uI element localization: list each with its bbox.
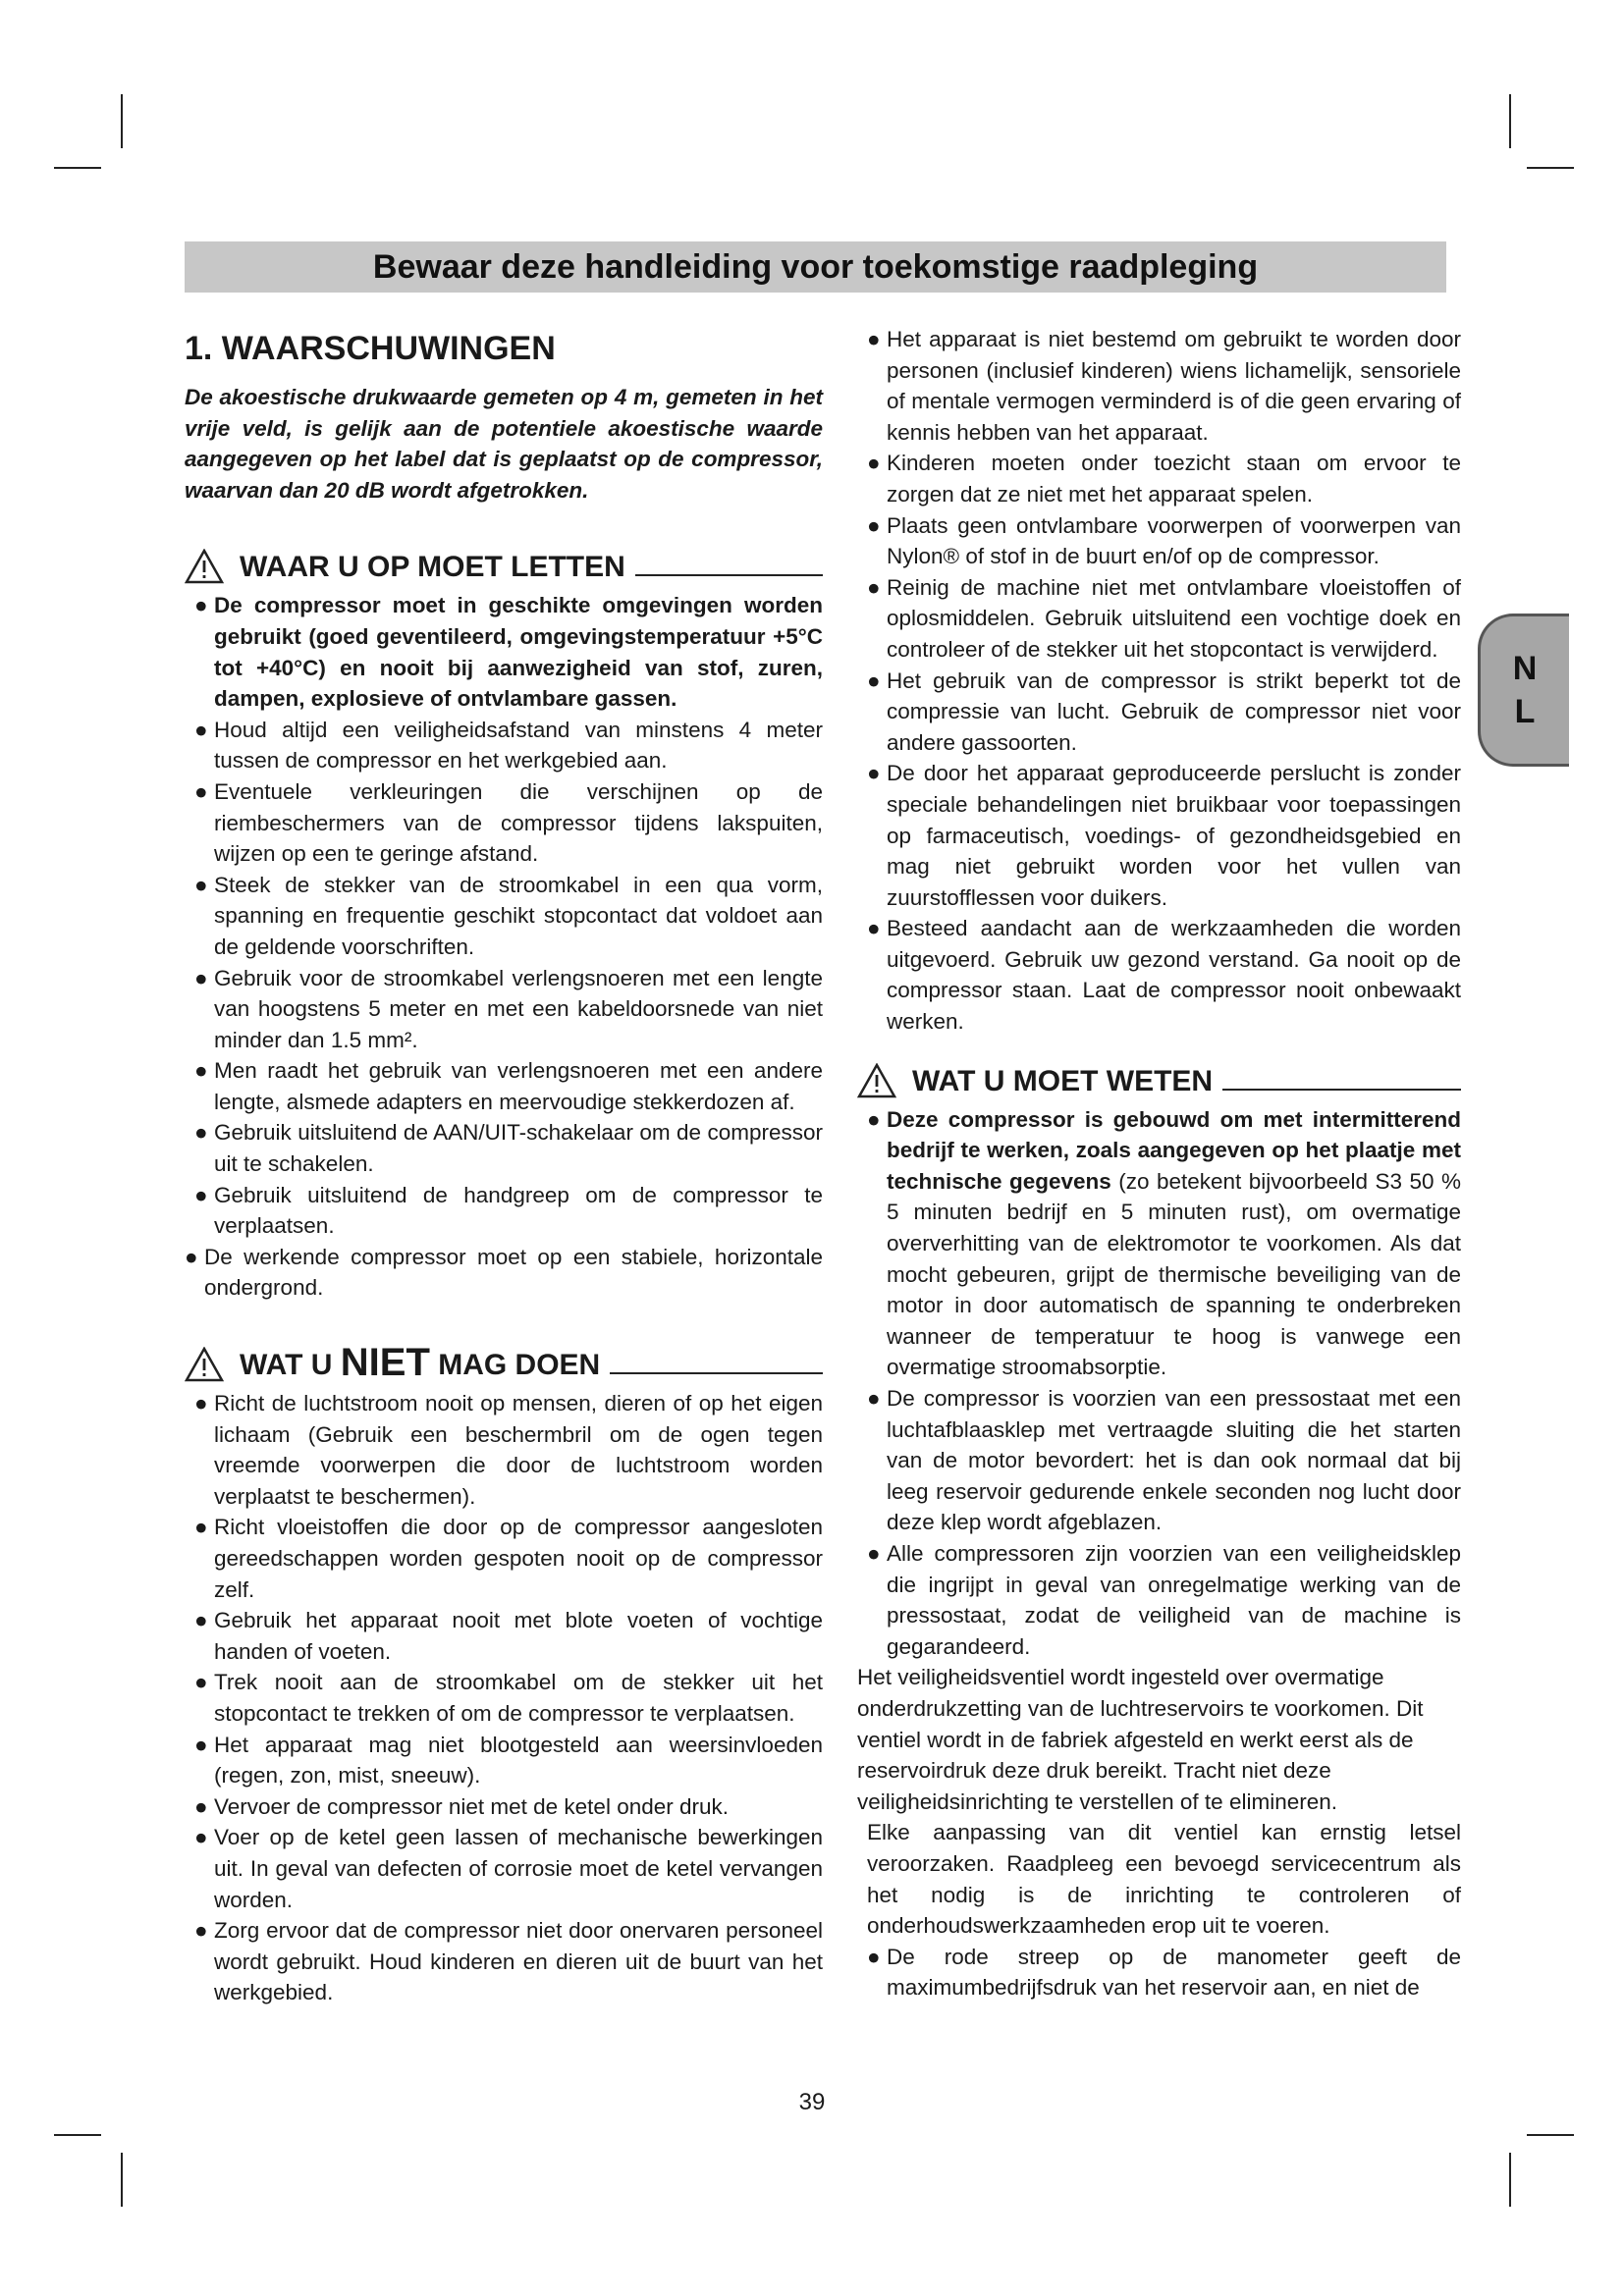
list-item: ● Alle compressoren zijn voorzien van een veiligheidsklep die ingrijpt in geval van onregelmatige werking van de pressostaat, zodat de veiligheid van de machine is gegarandeerd. — [857, 1538, 1461, 1662]
crop-mark — [1509, 94, 1511, 148]
dont-heading-pre: WAT U — [240, 1349, 341, 1382]
bullet: ● — [194, 1732, 208, 1757]
list-item: ● Gebruik voor de stroomkabel verlengsnoeren met een lengte van hoogstens 5 meter en met een kabeldoorsnede van niet minder dan 1.5 mm². — [185, 963, 823, 1056]
crop-mark — [1509, 2153, 1511, 2207]
bullet: ● — [194, 1825, 208, 1850]
bullet: ● — [194, 1793, 208, 1819]
list-item: ● De door het apparaat geproduceerde perslucht is zonder speciale behandelingen niet bruikbaar voor toepassingen op farmaceutisch, voedings- of gezondheidsgebied en mag niet gebruikt worden voor het vullen van zuurstofflessen voor duikers. — [857, 758, 1461, 913]
list-item: ● Kinderen moeten onder toezicht staan om ervoor te zorgen dat ze niet met het apparaat spelen. — [857, 448, 1461, 509]
list-item: ● Het apparaat mag niet blootgesteld aan weersinvloeden (regen, zon, mist, sneeuw). — [185, 1730, 823, 1791]
list-item: ● Richt vloeistoffen die door op de compressor aangesloten gereedschappen worden gespoten nooit op de compressor zelf. — [185, 1512, 823, 1605]
bullet: ● — [867, 667, 881, 693]
list-item: ● De compressor is voorzien van een pressostaat met een luchtafblaasklep met vertraagde sluiting die het starten van de motor bevordert: het is dan ook normaal dat bij leeg reservoir gedurende enkele seconden nog lucht door deze klep wordt afgeblazen. — [857, 1383, 1461, 1538]
right-column — [857, 324, 1461, 2003]
bullet: ● — [194, 1058, 208, 1084]
warning-triangle-icon — [857, 1063, 896, 1098]
bullet: ● — [194, 965, 208, 990]
crop-mark — [1527, 2134, 1574, 2136]
list-item: ● Zorg ervoor dat de compressor niet door onervaren personeel wordt gebruikt. Houd kinderen en dieren uit de buurt van het werkgebied. — [185, 1915, 823, 2008]
language-tab-letter: N — [1512, 650, 1538, 687]
bullet: ● — [194, 872, 208, 897]
valve-warning-paragraph: Elke aanpassing van dit ventiel kan ernstig letsel veroorzaken. Raadpleeg een bevoegd servicecentrum als het nodig is de inrichting te controleren of onderhoudswerkzaamheden erop uit te voeren. — [867, 1820, 1461, 1939]
bullet: ● — [867, 1944, 881, 1969]
warning-triangle-icon — [185, 549, 224, 584]
bullet: ● — [867, 1386, 881, 1411]
crop-mark — [54, 2134, 101, 2136]
bullet: ● — [867, 451, 881, 476]
bullet: ● — [194, 778, 208, 804]
list-item: ● Eventuele verkleuringen die verschijnen op de riembeschermers van de compressor tijdens lakspuiten, wijzen op een te geringe afstand. — [185, 776, 823, 870]
dont-heading — [185, 1341, 823, 1385]
list-item: ● Reinig de machine niet met ontvlambare vloeistoffen of oplosmiddelen. Gebruik uitsluitend een vochtige doek en controleer of de stekker uit het stopcontact is verwijderd. — [857, 572, 1461, 666]
list-item: ● De rode streep op de manometer geeft de maximumbedrijfsdruk van het reservoir aan, en niet de — [857, 1942, 1461, 2003]
crop-mark — [121, 2153, 123, 2207]
bullet: ● — [194, 1182, 208, 1207]
list-item: ● Gebruik het apparaat nooit met blote voeten of vochtige handen of voeten. — [185, 1605, 823, 1667]
list-item: ● Het gebruik van de compressor is strikt beperkt tot de compressie van lucht. Gebruik de compressor niet voor andere gassoorten. — [857, 666, 1461, 759]
list-item: ● De compressor moet in geschikte omgevingen worden gebruikt (goed geventileerd, omgevingstemperatuur +5°C tot +40°C) en nooit bij aanwezigheid van stof, zuren, dampen, explosieve of ontvlambare gassen. — [185, 590, 823, 714]
heading-rule — [635, 574, 823, 576]
bullet: ● — [194, 1670, 208, 1695]
bullet: ● — [867, 574, 881, 600]
section-title: 1. WAARSCHUWINGEN — [185, 330, 556, 367]
bullet: ● — [194, 1120, 208, 1146]
list-item: ● Trek nooit aan de stroomkabel om de stekker uit het stopcontact te trekken of om de compressor te verplaatsen. — [185, 1667, 823, 1729]
list-item: ● Gebruik uitsluitend de handgreep om de compressor te verplaatsen. — [185, 1180, 823, 1242]
list-item: ● Deze compressor is gebouwd om met intermitterend bedrijf te werken, zoals aangegeven op het plaatje met technische gegevens (zo betekent bijvoorbeeld S3 50 % 5 minuten bedrijf en 5 minuten rust), om overmatige oververhitting van de elektromotor te voorkomen. Als dat mocht gebeuren, grijpt de thermische beveiliging van de motor in door automatisch de spanning te onderbreken wanneer de temperatuur te hoog is vanwege een overmatige stroomabsorptie. — [857, 1104, 1461, 1383]
intro-paragraph: De akoestische drukwaarde gemeten op 4 m, gemeten in het vrije veld, is gelijk aan de potentiele akoestische waarde aangegeven op het label dat is geplaatst op de compressor, waarvan dan 20 dB wordt afgetrokken. — [185, 385, 823, 503]
bullet: ● — [194, 717, 208, 742]
list-item: ● Gebruik uitsluitend de AAN/UIT-schakelaar om de compressor uit te schakelen. — [185, 1117, 823, 1179]
bullet: ● — [867, 327, 881, 351]
safety-valve-paragraph: Het veiligheidsventiel wordt ingesteld over overmatige onderdrukzetting van de luchtreservoirs te voorkomen. Dit ventiel wordt in de fabriek afgesteld en werkt eerst als de reservoirdruk deze druk bereikt. Tracht niet deze veiligheidsinrichting te verstellen of te elimineren. — [857, 1665, 1424, 1814]
page-number: 39 — [798, 2089, 826, 2115]
warning-triangle-icon — [185, 1347, 224, 1382]
list-item: ● Plaats geen ontvlambare voorwerpen of voorwerpen van Nylon® of stof in de buurt en/of op de compressor. — [857, 510, 1461, 572]
bullet: ● — [194, 1918, 208, 1944]
language-tab-letter: L — [1514, 693, 1536, 730]
list-item: ● Men raadt het gebruik van verlengsnoeren met een andere lengte, alsmede adapters en meervoudige stekkerdozen af. — [185, 1055, 823, 1117]
bullet: ● — [867, 916, 881, 941]
duty-cycle-bold: Deze compressor is gebouwd om met intermitterend bedrijf te werken, zoals aangegeven op het plaatje met technische gegevens — [887, 1106, 1461, 1194]
bullet: ● — [194, 1391, 208, 1416]
list-item: ● Voer op de ketel geen lassen of mechanische bewerkingen uit. In geval van defecten of corrosie moet de ketel vervangen worden. — [185, 1822, 823, 1915]
list-item: ● Besteed aandacht aan de werkzaamheden die worden uitgevoerd. Gebruik uw gezond verstand. Ga nooit op de compressor staan. Laat de compressor nooit onbewaakt werken. — [857, 913, 1461, 1037]
know-heading — [857, 1059, 1461, 1098]
attention-heading-text: WAAR U OP MOET LETTEN — [240, 551, 625, 584]
bullet: ● — [194, 1608, 208, 1633]
dont-heading-emphasis: NIET — [340, 1341, 430, 1385]
bullet: ● — [867, 1540, 881, 1566]
heading-rule — [1222, 1089, 1461, 1091]
attention-heading — [185, 545, 823, 584]
list-item: ● De werkende compressor moet op een stabiele, horizontale ondergrond. — [185, 1242, 823, 1304]
dont-heading-post: MAG DOEN — [429, 1349, 601, 1382]
crop-mark — [121, 94, 123, 148]
crop-mark — [1527, 167, 1574, 169]
bullet: ● — [867, 761, 881, 786]
bullet: ● — [194, 1515, 208, 1540]
list-item: ● Vervoer de compressor niet met de ketel onder druk. — [185, 1791, 823, 1823]
bullet: ● — [194, 593, 208, 618]
bullet: ● — [867, 1106, 881, 1132]
heading-rule — [610, 1372, 823, 1374]
bullet: ● — [867, 512, 881, 538]
left-column — [185, 324, 823, 2008]
list-item: ● Richt de luchtstroom nooit op mensen, dieren of op het eigen lichaam (Gebruik een beschermbril om de ogen tegen vreemde voorwerpen die door de luchtstroom worden verplaatst te beschermen). — [185, 1388, 823, 1512]
list-item: ● Houd altijd een veiligheidsafstand van minstens 4 meter tussen de compressor en het werkgebied aan. — [185, 715, 823, 776]
list-item: ● Steek de stekker van de stroomkabel in een qua vorm, spanning en frequentie geschikt stopcontact dat voldoet aan de geldende voorschriften. — [185, 870, 823, 963]
list-item: ● Het apparaat is niet bestemd om gebruikt te worden door personen (inclusief kinderen) wiens lichamelijk, sensoriele of mentale vermogen verminderd is of die geen ervaring of kennis hebben van het apparaat. — [857, 324, 1461, 448]
language-tab — [1478, 614, 1569, 767]
know-heading-text: WAT U MOET WETEN — [912, 1064, 1214, 1097]
crop-mark — [54, 167, 101, 169]
bullet: ● — [185, 1244, 198, 1269]
page-banner: Bewaar deze handleiding voor toekomstige raadpleging — [185, 241, 1446, 293]
